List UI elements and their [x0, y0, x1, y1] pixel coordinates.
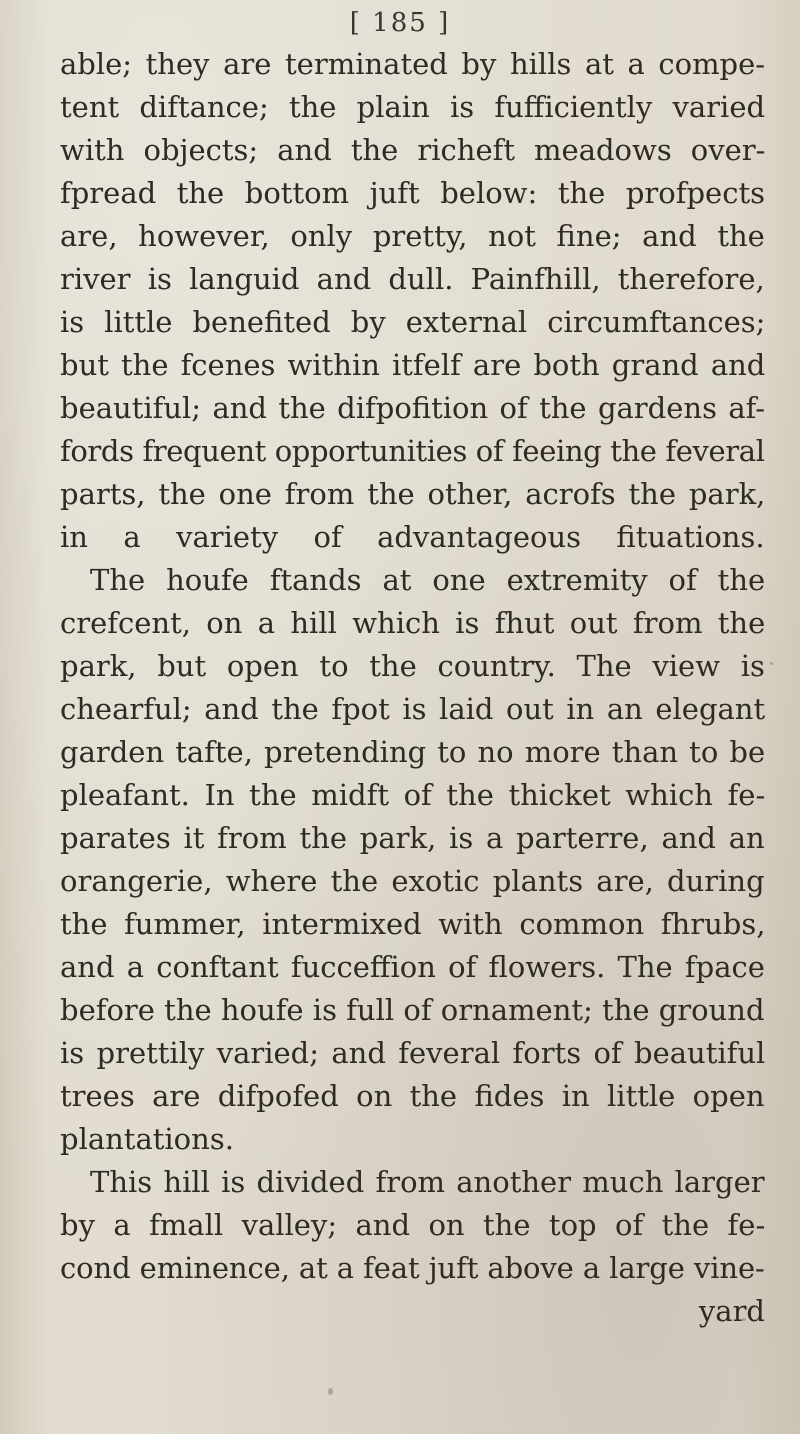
text-line: crefcent, on a hill which is fhut out from the [60, 606, 766, 640]
text-line: are, however, only pretty, not fine; and the [60, 219, 765, 253]
text-line: parts, the one from the other, acrofs the park, [60, 477, 766, 511]
paper-speck [742, 1318, 746, 1321]
text-line: able; they are terminated by hills at a compe- [60, 47, 766, 81]
text-line: cond eminence, at a feat juft above a large vine- [60, 1251, 765, 1285]
text-line: beautiful; and the difpofition of the gardens af- [60, 391, 766, 425]
text-line: chearful; and the fpot is laid out in an elegant [60, 692, 766, 726]
text-line: before the houfe is full of ornament; the ground [60, 993, 765, 1027]
text-line: the fummer, intermixed with common fhrubs, [60, 907, 766, 941]
text-line: garden tafte, pretending to no more than to be [60, 735, 766, 769]
text-line: tent diftance; the plain is fufficiently varied [60, 90, 766, 124]
text-line: river is languid and dull. Painfhill, therefore, [60, 262, 765, 296]
text-line: in a variety of advantageous fituations. [60, 520, 765, 554]
text-line: plantations. [60, 1122, 234, 1156]
text-line: parates it from the park, is a parterre, and an [60, 821, 765, 855]
text-line: with objects; and the richeft meadows over- [60, 133, 766, 167]
text-line: is little benefited by external circumftances; [60, 305, 766, 339]
page-number: [ 185 ] [349, 8, 451, 38]
paper-speck [328, 1388, 333, 1395]
text-line: fords frequent opportunities of feeing the feveral [60, 434, 765, 468]
text-line: pleafant. In the midft of the thicket which fe- [60, 778, 766, 812]
text-line: trees are difpofed on the fides in little open [60, 1079, 765, 1113]
paper-speck [770, 662, 773, 665]
text-line: but the fcenes within itfelf are both grand and [60, 348, 766, 382]
text-line: This hill is divided from another much larger [90, 1165, 765, 1199]
text-line: by a fmall valley; and on the top of the fe- [60, 1208, 766, 1242]
text-line: is prettily varied; and feveral forts of beautiful [60, 1036, 766, 1070]
text-line: orangerie, where the exotic plants are, during [60, 864, 765, 898]
catchword: yard [698, 1294, 765, 1328]
text-line: park, but open to the country. The view is [60, 649, 765, 683]
text-line: The houfe ftands at one extremity of the [90, 563, 766, 597]
text-line: and a conftant fucceffion of flowers. The fpace [60, 950, 765, 984]
text-line: fpread the bottom juft below: the profpects [60, 176, 765, 210]
